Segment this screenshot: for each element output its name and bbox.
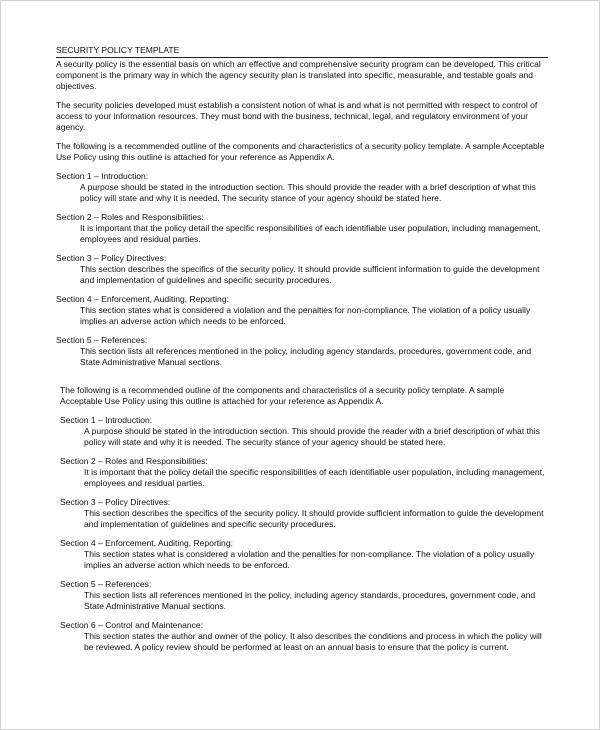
section-directives — [60, 497, 548, 530]
section-heading: Section 3 – Policy Directives: — [60, 497, 171, 507]
intro-paragraph: The security policies developed must establish a consistent notion of what is and what is not permitted with respect to control of access to your information resources. They must bond with the business, technical, legal, and regulatory environment of your agency. — [56, 100, 538, 132]
section-roles — [56, 212, 548, 245]
section-body: This section lists all references mentioned in the policy, including agency standards, procedures, government code, and State Administrative Manual sections. — [80, 346, 532, 367]
section-heading: Section 5 – References: — [60, 579, 152, 589]
section-heading: Section 1 – Introduction: — [60, 415, 153, 425]
section-body: This section states the author and owner of the policy. It also describes the conditions and process in which the policy will be reviewed. A policy review should be performed at least on an annual basis to ensure that the policy is current. — [84, 631, 542, 652]
section-control-maintenance — [60, 620, 548, 653]
repeated-outline-block — [56, 385, 548, 653]
section-body: This section states what is considered a violation and the penalties for non-compliance. The violation of a policy usually implies an adverse action which needs to be enforced. — [80, 305, 531, 326]
section-introduction — [56, 171, 548, 204]
section-body: This section describes the specifics of the security policy. It should provide sufficient information to guide the development and implementation of guidelines and specific security procedures. — [80, 264, 540, 285]
section-heading: Section 4 – Enforcement, Auditing, Reporting: — [56, 294, 229, 304]
section-heading: Section 2 – Roles and Responsibilities: — [56, 212, 204, 222]
section-body: It is important that the policy detail the specific responsibilities of each identifiable user population, including management, employees and residual parties. — [80, 223, 541, 244]
section-directives — [56, 253, 548, 286]
section-introduction — [60, 415, 548, 448]
outline-paragraph: The following is a recommended outline of the components and characteristics of a security policy template. A sample Acceptable Use Policy using this outline is attached for your reference as Appendix A. — [60, 385, 505, 406]
section-enforcement — [56, 294, 548, 327]
section-references — [60, 579, 548, 612]
section-enforcement — [60, 538, 548, 571]
outline-paragraph: The following is a recommended outline of the components and characteristics of a security policy template. A sample Acceptable Use Policy using this outline is attached for your reference as Appendix A. — [56, 141, 545, 162]
section-roles — [60, 456, 548, 489]
section-body: A purpose should be stated in the introduction section. This should provide the reader with a brief description of what this policy will state and why it is needed. The security stance of your agency should be stated here. — [84, 426, 540, 447]
document-title: SECURITY POLICY TEMPLATE — [56, 45, 548, 58]
section-heading: Section 6 – Control and Maintenance: — [60, 620, 204, 630]
section-body: It is important that the policy detail the specific responsibilities of each identifiable user population, including management, employees and residual parties. — [84, 467, 545, 488]
section-heading: Section 3 – Policy Directives: — [56, 253, 167, 263]
section-heading: Section 5 – References: — [56, 335, 148, 345]
section-body: This section states what is considered a violation and the penalties for non-compliance. The violation of a policy usually implies an adverse action which needs to be enforced. — [84, 549, 535, 570]
section-body: A purpose should be stated in the introduction section. This should provide the reader with a brief description of what this policy will state and why it is needed. The security stance of your agency should be stated here. — [80, 182, 536, 203]
document-body — [56, 45, 548, 661]
section-body: This section describes the specifics of the security policy. It should provide sufficient information to guide the development and implementation of guidelines and specific security procedures. — [84, 508, 544, 529]
intro-paragraph: A security policy is the essential basis on which an effective and comprehensive security program can be developed. This critical component is the primary way in which the agency security plan is translated into specific, measurable, and testable goals and objectives. — [56, 59, 541, 91]
section-heading: Section 4 – Enforcement, Auditing, Reporting: — [60, 538, 233, 548]
section-heading: Section 2 – Roles and Responsibilities: — [60, 456, 208, 466]
section-references — [56, 335, 548, 368]
section-body: This section lists all references mentioned in the policy, including agency standards, procedures, government code, and State Administrative Manual sections. — [84, 590, 536, 611]
section-heading: Section 1 – Introduction: — [56, 171, 149, 181]
